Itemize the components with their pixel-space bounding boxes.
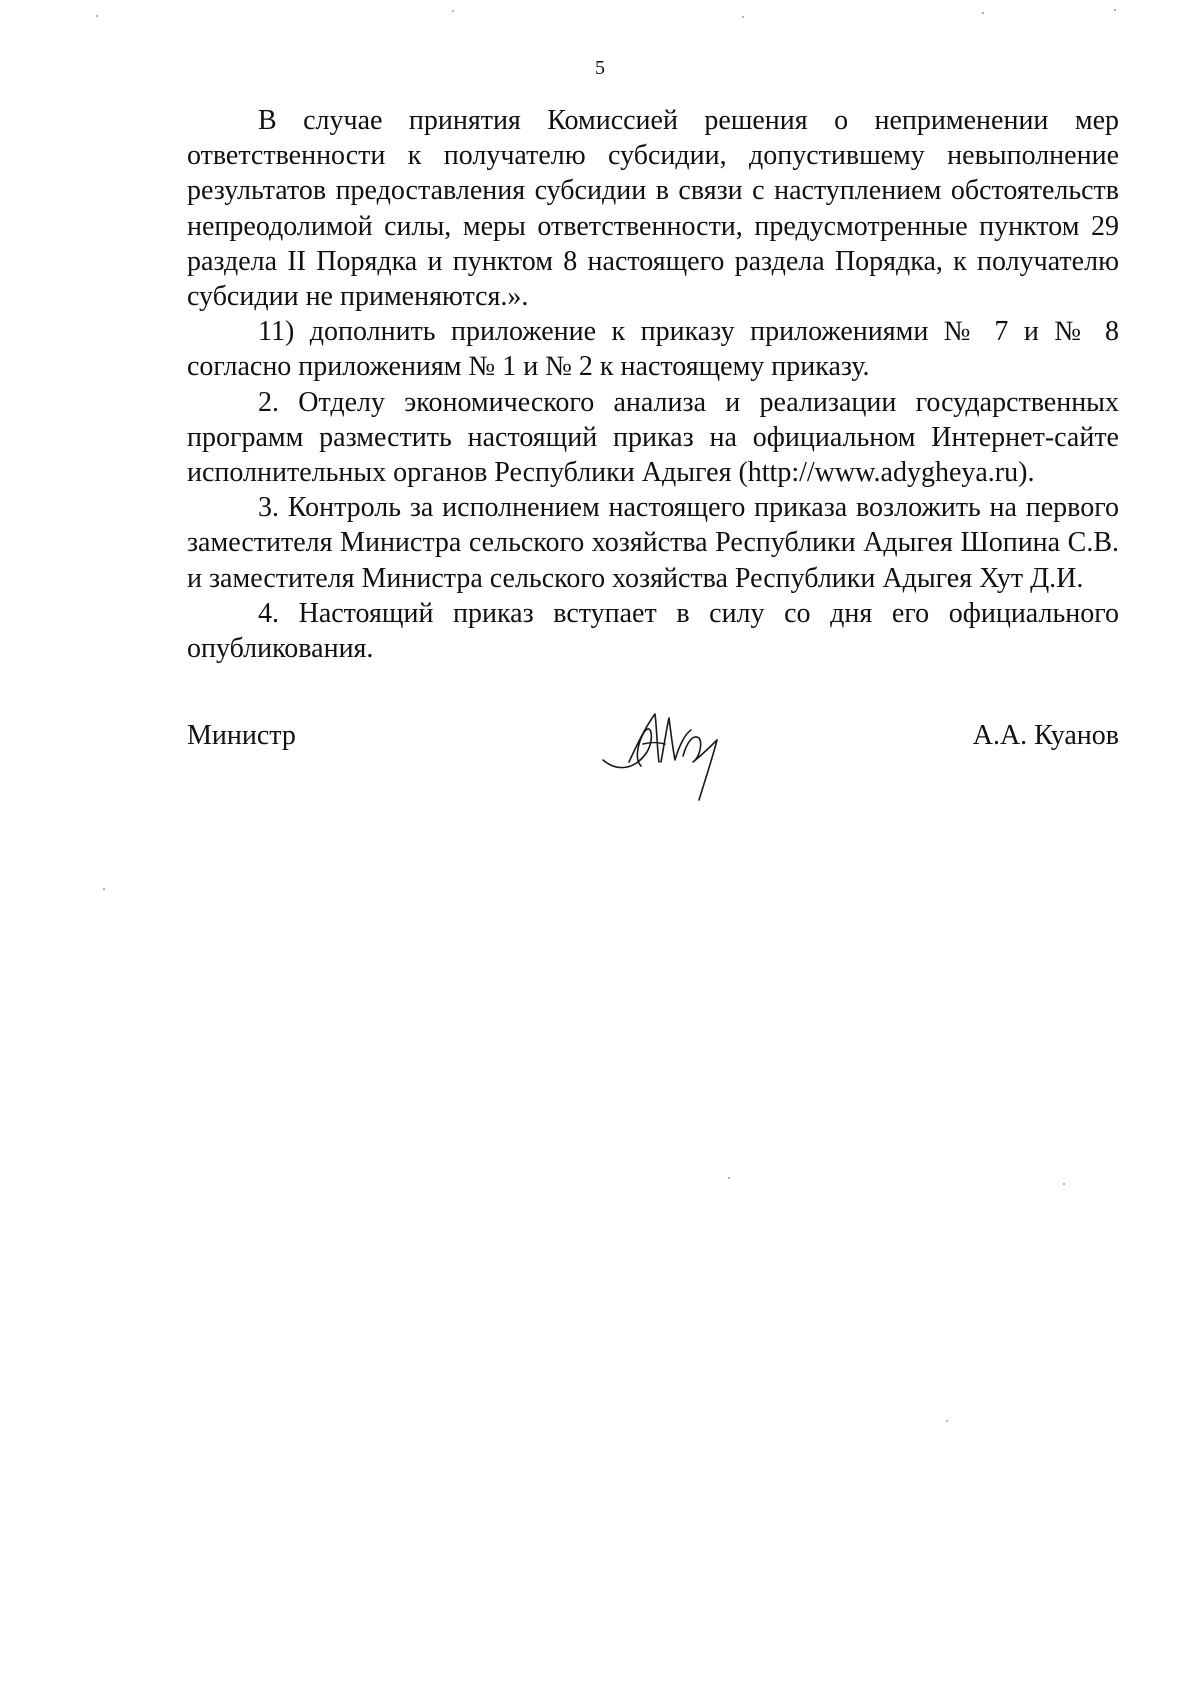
document-body [187, 103, 1119, 666]
paragraph-item-2: 2. Отделу экономического анализа и реализации государственных программ разместить настоящий приказ на официальном Интернет-сайте исполнительных органов Республики Адыгея (http://www.adygheya.ru). [187, 386, 1119, 489]
paragraph-item-3: 3. Контроль за исполнением настоящего приказа возложить на первого заместителя Министра сельского хозяйства Республики Адыгея Шопина С.В. и заместителя Министра сельского хозяйства Республики Адыгея Хут Д.И. [187, 492, 1119, 594]
paragraph-commission-decision: В случае принятия Комиссией решения о неприменении мер ответственности к получателю субсидии, допустившему невыполнение результатов предоставления субсидии в связи с наступлением обстоятельств непреодолимой силы, меры ответственности, предусмотренные пунктом 29 раздела II Порядка и пунктом 8 настоящего раздела Порядка, к получателю субсидии не применяются.». [187, 105, 1119, 313]
handwritten-signature [595, 700, 745, 805]
signatory-name: А.А. Куанов [972, 720, 1119, 751]
paragraph-item-11: 11) дополнить приложение к приказу приложениями № 7 и № 8 согласно приложениям № 1 и № 2 к настоящему приказу. [187, 316, 1119, 383]
signatory-title: Министр [187, 720, 296, 751]
page-number: 5 [595, 57, 605, 79]
paragraph-item-4: 4. Настоящий приказ вступает в силу со дня его официального опубликования. [187, 597, 1119, 665]
